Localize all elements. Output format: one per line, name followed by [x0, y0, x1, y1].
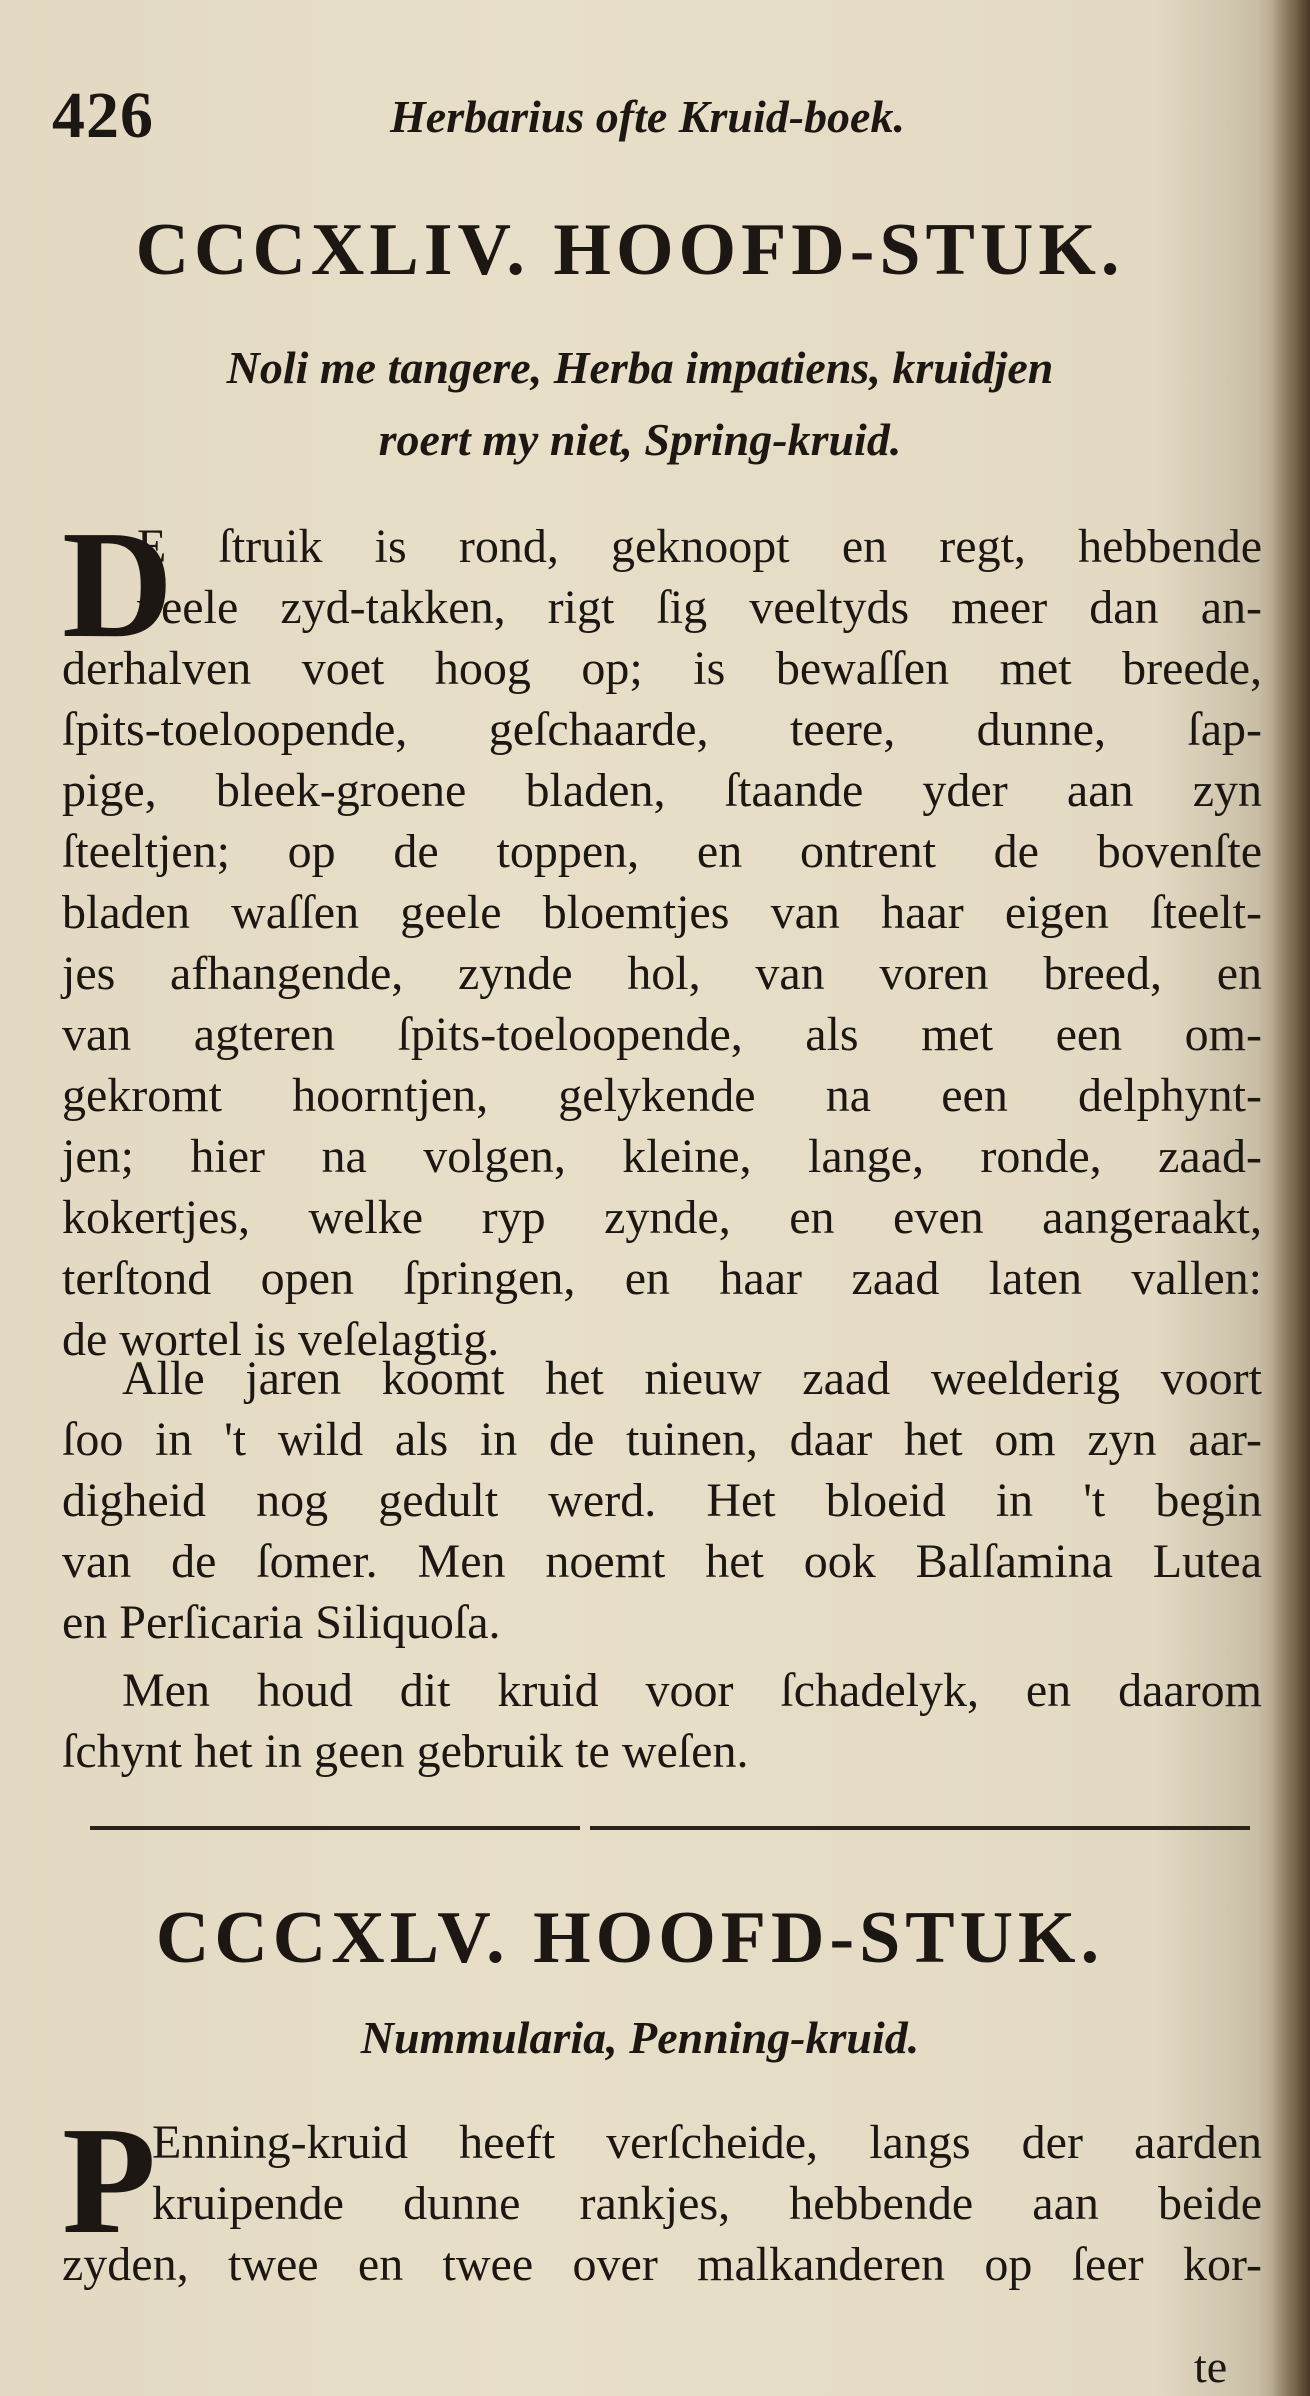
paragraph-occurrence	[62, 1348, 1262, 1653]
text-line: ſoo in 't wild als in de tuinen, daar het om zyn aar-	[62, 1413, 1262, 1466]
text-line: pige, bleek-groene bladen, ſtaande yder aan zyn	[62, 764, 1262, 817]
drop-cap: D	[62, 500, 174, 670]
text-line: van agteren ſpits-toeloopende, als met een om-	[62, 1008, 1262, 1061]
section-divider	[590, 1826, 1250, 1830]
text-line: gekromt hoorntjen, gelykende na een delphynt-	[62, 1069, 1262, 1122]
chapter-title-345: CCCXLV. HOOFD-STUK.	[155, 1897, 1105, 1979]
chapter-subtitle-345: Nummularia, Penning-kruid.	[360, 2012, 920, 2063]
catchword: te	[1194, 2341, 1228, 2392]
running-head	[52, 78, 1252, 152]
text-line: jes afhangende, zynde hol, van voren breed, en	[62, 947, 1262, 1000]
subtitle-line: Noli me tangere, Herba impatiens, kruidjen	[226, 342, 1054, 393]
text-line: terſtond open ſpringen, en haar zaad laten vallen:	[62, 1252, 1262, 1305]
paragraph-description	[62, 516, 1262, 1370]
page-number: 426	[52, 79, 154, 152]
text-line: en Perſicaria Siliquoſa.	[62, 1596, 501, 1649]
text-line: derhalven voet hoog op; is bewaſſen met breede,	[62, 642, 1262, 695]
text-line: kokertjes, welke ryp zynde, en even aangeraakt,	[62, 1191, 1262, 1244]
drop-cap: P	[62, 2096, 157, 2266]
text-line: veele zyd-takken, rigt ſig veeltyds meer dan an-	[137, 581, 1262, 634]
subtitle-line: roert my niet, Spring-kruid.	[378, 414, 902, 465]
text-line: Alle jaren koomt het nieuw zaad weelderig voort	[122, 1352, 1262, 1405]
text-line: Men houd dit kruid voor ſchadelyk, en daarom	[122, 1664, 1262, 1717]
text-line: ſchynt het in geen gebruik te weſen.	[62, 1725, 749, 1778]
text-line: kruipende dunne rankjes, hebbende aan beide	[152, 2177, 1262, 2230]
text-line: de wortel is veſelagtig.	[62, 1313, 500, 1366]
text-line: jen; hier na volgen, kleine, lange, ronde, zaad-	[62, 1130, 1262, 1183]
text-line: zyden, twee en twee over malkanderen op ſeer kor-	[62, 2238, 1262, 2291]
paragraph-penning-kruid	[62, 2112, 1262, 2295]
text-line: Enning-kruid heeft verſcheide, langs der aarden	[152, 2116, 1262, 2169]
text-line: digheid nog gedult werd. Het bloeid in 't begin	[62, 1474, 1262, 1527]
section-divider	[90, 1826, 580, 1830]
text-line: ſpits-toeloopende, geſchaarde, teere, dunne, ſap-	[62, 703, 1262, 756]
text-line: bladen waſſen geele bloemtjes van haar eigen ſteelt-	[62, 886, 1262, 939]
page-gutter-shadow	[1272, 0, 1310, 2396]
text-line: E ſtruik is rond, geknoopt en regt, hebbende	[137, 520, 1262, 573]
chapter-subtitle-344	[80, 332, 1200, 476]
text-line: van de ſomer. Men noemt het ook Balſamina Lutea	[62, 1535, 1262, 1588]
chapter-title-344: CCCXLIV. HOOFD-STUK.	[135, 209, 1125, 291]
text-line: ſteeltjen; op de toppen, en ontrent de bovenſte	[62, 825, 1262, 878]
running-title: Herbarius ofte Kruid-boek.	[390, 91, 905, 142]
paragraph-use	[62, 1660, 1262, 1782]
